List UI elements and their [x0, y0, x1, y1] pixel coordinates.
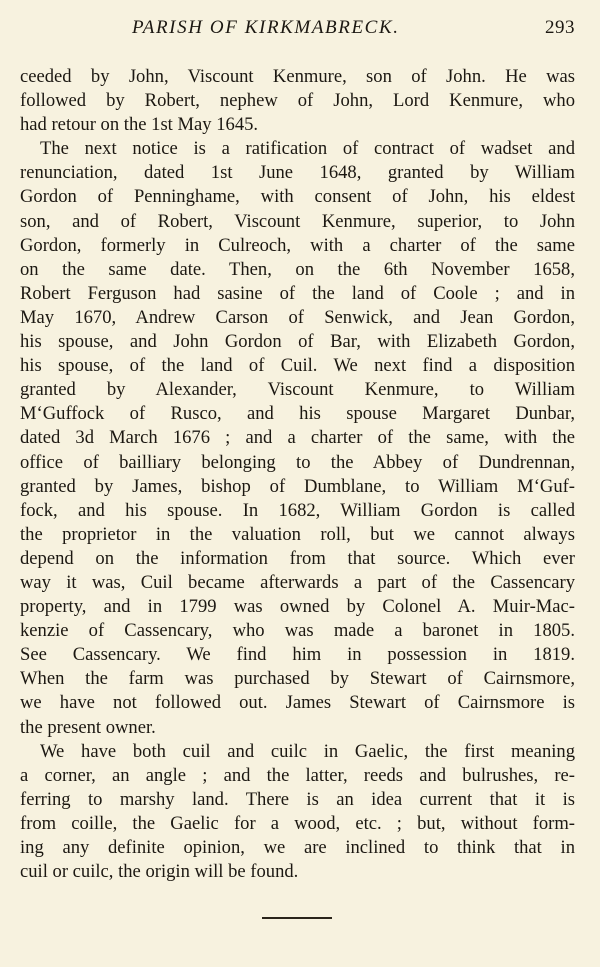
text-line: his spouse, of the land of Cuil. We next find a disposition: [20, 355, 575, 377]
text-line: The next notice is a ratification of contract of wadset and: [40, 138, 575, 160]
text-line: ferring to marshy land. There is an idea current that it is: [20, 788, 575, 810]
text-line: property, and in 1799 was owned by Colonel A. Muir-Mac-: [20, 596, 575, 618]
page-number: 293: [545, 17, 575, 38]
text-line: dated 3d March 1676 ; and a charter of the same, with the: [20, 427, 575, 449]
text-line: cuil or cuilc, the origin will be found.: [20, 861, 299, 883]
text-line: renunciation, dated 1st June 1648, granted by William: [20, 162, 575, 184]
text-line: kenzie of Cassencary, who was made a baronet in 1805.: [20, 620, 575, 642]
text-line: way it was, Cuil became afterwards a part of the Cassencary: [20, 571, 575, 593]
paragraph: [20, 137, 575, 739]
text-line: ing any definite opinion, we are inclined to think that in: [20, 837, 575, 858]
text-line: Gordon of Penninghame, with consent of John, his eldest: [20, 186, 575, 208]
text-line: on the same date. Then, on the 6th November 1658,: [20, 258, 575, 280]
running-title: PARISH OF KIRKMABRECK.: [132, 17, 400, 38]
text-line: Robert Ferguson had sasine of the land of Coole ; and in: [20, 282, 575, 304]
body-text: [20, 65, 575, 884]
text-line: fock, and his spouse. In 1682, William Gordon is called: [20, 499, 575, 521]
text-line: depend on the information from that source. Which ever: [20, 547, 575, 569]
text-line: the proprietor in the valuation roll, but we cannot always: [20, 523, 575, 545]
text-line: Gordon, formerly in Culreoch, with a charter of the same: [20, 234, 575, 256]
text-line: When the farm was purchased by Stewart of Cairnsmore,: [20, 668, 575, 690]
paragraph: [20, 65, 575, 137]
text-line: See Cassencary. We find him in possession in 1819.: [20, 644, 575, 666]
text-line: M‘Guffock of Rusco, and his spouse Margaret Dunbar,: [20, 403, 575, 425]
paragraph: [20, 740, 575, 885]
end-rule: [262, 917, 332, 919]
text-line: from coille, the Gaelic for a wood, etc. ; but, without form-: [20, 812, 575, 834]
text-line: had retour on the 1st May 1645.: [20, 114, 259, 136]
running-head: [20, 17, 575, 45]
text-line: his spouse, and John Gordon of Bar, with Elizabeth Gordon,: [20, 331, 575, 353]
text-line: son, and of Robert, Viscount Kenmure, superior, to John: [20, 210, 575, 232]
text-line: we have not followed out. James Stewart of Cairnsmore is: [20, 692, 575, 714]
text-line: ceeded by John, Viscount Kenmure, son of John. He was: [20, 66, 575, 87]
text-line: a corner, an angle ; and the latter, reeds and bulrushes, re-: [20, 764, 575, 786]
text-line: followed by Robert, nephew of John, Lord Kenmure, who: [20, 90, 575, 112]
text-line: office of bailliary belonging to the Abbey of Dundrennan,: [20, 451, 575, 473]
text-line: May 1670, Andrew Carson of Senwick, and Jean Gordon,: [20, 306, 575, 328]
text-line: the present owner.: [20, 716, 156, 738]
text-line: We have both cuil and cuilc in Gaelic, the first meaning: [40, 740, 575, 762]
text-line: granted by Alexander, Viscount Kenmure, to William: [20, 379, 575, 401]
text-line: granted by James, bishop of Dumblane, to William M‘Guf-: [20, 475, 575, 497]
